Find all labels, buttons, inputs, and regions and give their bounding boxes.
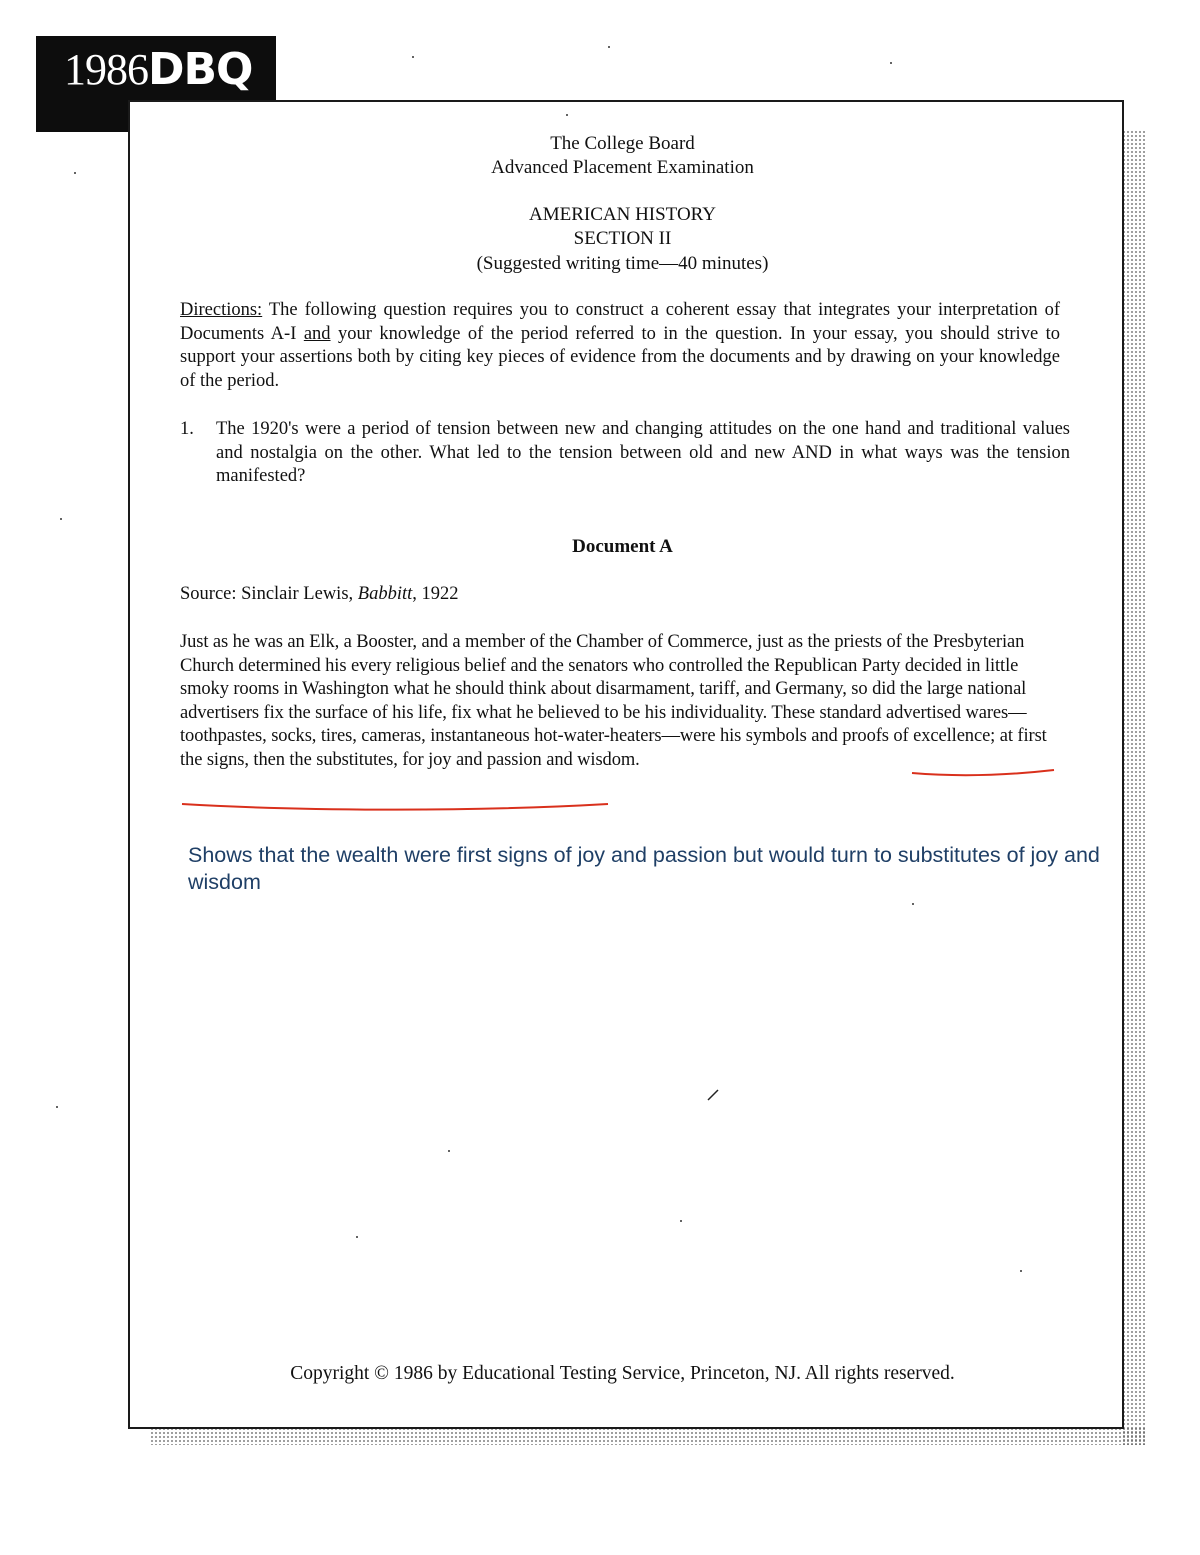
scan-speck: [1020, 1270, 1022, 1272]
scan-speck: [74, 172, 76, 174]
scan-speck: [608, 46, 610, 48]
highlighted-passage: at first the signs, then the substitutes, for joy and passion and wisdom.: [180, 726, 1047, 770]
scan-speck: [356, 1236, 358, 1238]
directions-paragraph: Directions: The following question requires you to construct a coherent essay that integrates your interpretation of Documents A-I and your knowledge of the period referred to in the question. In your essay, you should strive to support your assertions both by citing key pieces of evidence from the documents and by drawing on your knowledge of the period.: [180, 300, 1060, 391]
scan-speck: [680, 1220, 682, 1222]
header-writing-time: (Suggested writing time—40 minutes): [476, 253, 769, 274]
directions-and: and: [303, 323, 331, 344]
scan-speck: [448, 1150, 450, 1152]
document-body: Just as he was an Elk, a Booster, and a member of the Chamber of Commerce, just as the priests of the Presbyterian Church determined his every religious belief and the senators who controlled the Republican Party decided in little smoky rooms in Washington what he should think about disarmament, tariff, and Germany, so did the large national advertisers fix the surface of his life, fix what he believed to be his individuality. These standard advertised wares—toothpastes, socks, tires, cameras, instantaneous hot-water-heaters—were his symbols and proofs of excellence; at first the signs, then the substitutes, for joy and passion and wisdom.: [180, 632, 1047, 770]
document-source: Source: Sinclair Lewis, Babbitt, 1922: [180, 584, 459, 604]
header-subject: AMERICAN HISTORY: [528, 204, 717, 225]
header-college-board: The College Board: [550, 133, 695, 154]
directions-label: Directions:: [180, 300, 263, 320]
source-book-title: Babbitt: [357, 584, 413, 604]
scan-speck: [890, 62, 892, 64]
header-section: SECTION II: [573, 228, 672, 249]
scan-speck: [912, 903, 914, 905]
dbq-tab-label: [64, 44, 252, 95]
tab-year: 1986: [64, 45, 148, 94]
header-exam-name: Advanced Placement Examination: [491, 157, 754, 178]
copyright-footer: Copyright © 1986 by Educational Testing Service, Princeton, NJ. All rights reserved.: [290, 1363, 955, 1384]
handwritten-note: Shows that the wealth were first signs of joy and passion but would turn to substitutes of joy and wisdom: [188, 843, 1100, 894]
scan-shadow-bottom: [150, 1427, 1146, 1445]
scan-speck: [60, 518, 62, 520]
question-number: 1.: [180, 419, 194, 439]
scan-speck: [412, 56, 414, 58]
scan-shadow-right: [1122, 130, 1146, 1445]
tab-code: DBQ: [148, 44, 253, 95]
document-title: Document A: [572, 536, 673, 557]
scan-speck: [566, 114, 568, 116]
question-text: The 1920's were a period of tension between new and changing attitudes on the one hand and traditional values and nostalgia on the other. What led to the tension between old and new AND in what ways was the tension manifested?: [216, 419, 1070, 487]
scan-speck: [56, 1106, 58, 1108]
